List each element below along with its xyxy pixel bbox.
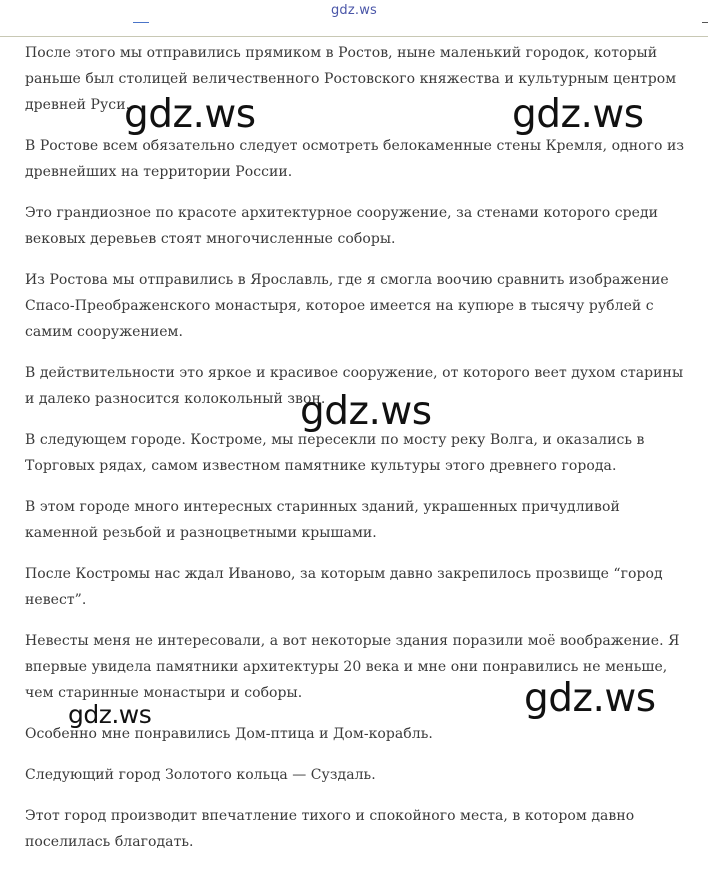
paragraph: Этот город производит впечатление тихого и спокойного места, в котором давно поселилась благодать.	[25, 808, 635, 850]
paragraph: Невесты меня не интересовали, а вот некоторые здания поразили моё воображение. Я впервые увидела памятники архитектуры 20 века и мне они понравились не меньше, чем старинные монастыри и соборы.	[25, 633, 680, 701]
paragraph: После Костромы нас ждал Иваново, за которым давно закрепилось прозвище “город невест”.	[25, 566, 663, 608]
paragraph: В действительности это яркое и красивое сооружение, от которого веет духом старины и далеко разносится колокольный звон.	[25, 365, 684, 407]
watermark: gdz.ws	[512, 92, 644, 137]
top-bar	[0, 0, 708, 37]
menu-underline	[133, 22, 149, 23]
paragraph: Следующий город Золотого кольца — Суздаль.	[25, 767, 376, 783]
paragraph: Из Ростова мы отправились в Ярославль, где я смогла воочию сравнить изображение Спасо-Преображенского монастыря, которое имеется на купюре в тысячу рублей с самим сооружением.	[25, 272, 669, 340]
paragraph: После этого мы отправились прямиком в Ростов, ныне маленький городок, который раньше был столицей величественного Ростовского княжества и культурным центром древней Руси.	[25, 45, 677, 113]
watermark: gdz.ws	[68, 700, 152, 729]
watermark: gdz.ws	[124, 92, 256, 137]
site-logo[interactable]: gdz.ws	[330, 3, 378, 18]
watermark: gdz.ws	[300, 389, 432, 434]
paragraph: В этом городе много интересных старинных зданий, украшенных причудливой каменной резьбой и разноцветными крышами.	[25, 499, 620, 541]
paragraph: В следующем городе. Костроме, мы пересекли по мосту реку Волга, и оказались в Торговых рядах, самом известном памятнике культуры этого древнего города.	[25, 432, 645, 474]
article-body	[25, 40, 689, 870]
paragraph: Особенно мне понравились Дом-птица и Дом-корабль.	[25, 726, 433, 742]
paragraph: Это грандиозное по красоте архитектурное сооружение, за стенами которого среди вековых деревьев стоят многочисленные соборы.	[25, 205, 659, 247]
menu-dash	[702, 22, 708, 23]
watermark: gdz.ws	[524, 676, 656, 721]
paragraph: В Ростове всем обязательно следует осмотреть белокаменные стены Кремля, одного из древнейших на территории России.	[25, 138, 685, 180]
